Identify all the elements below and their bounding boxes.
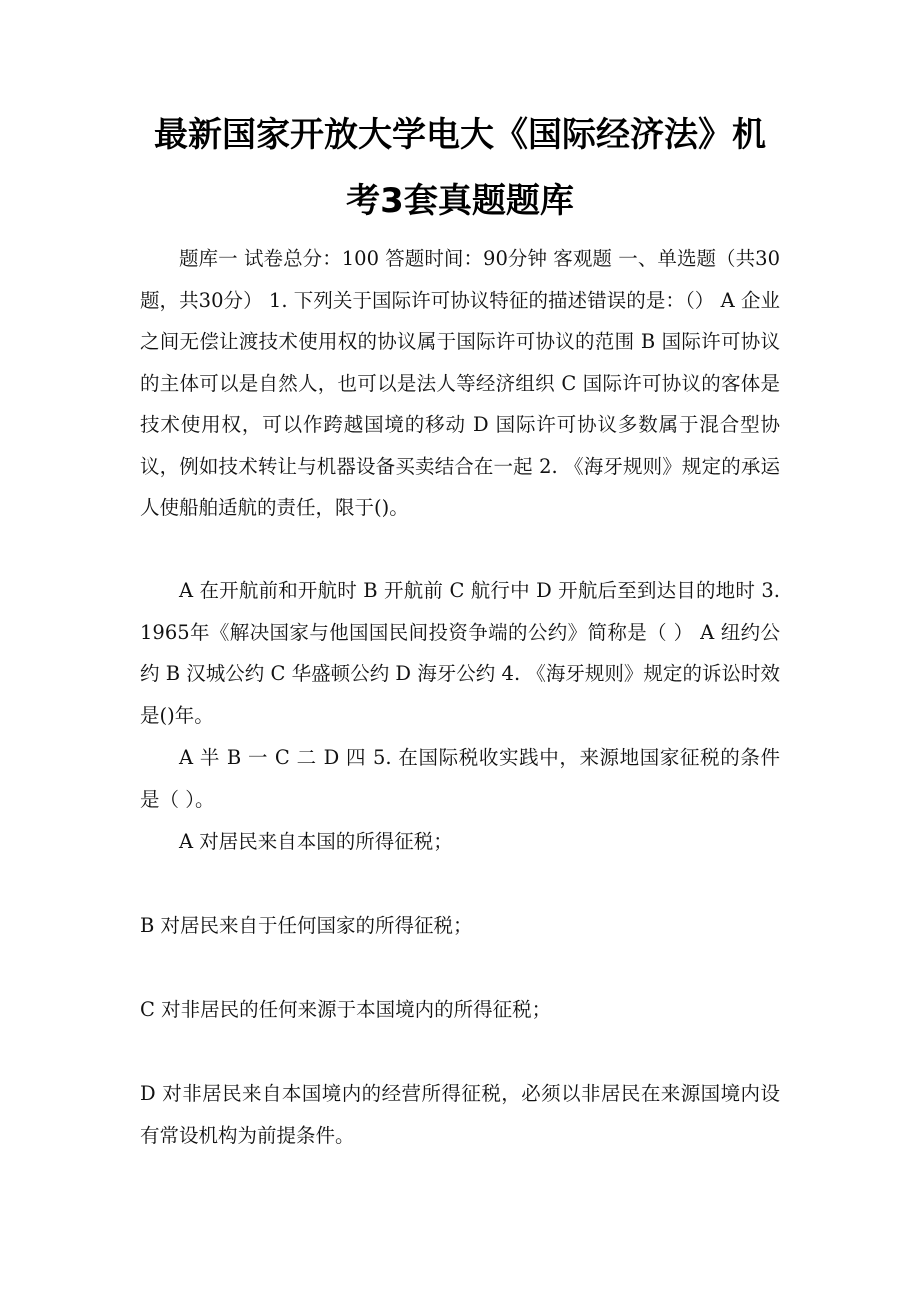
option-paragraph-c: C 对非居民的任何来源于本国境内的所得征税；: [140, 998, 552, 1021]
option-paragraph-b: B 对居民来自于任何国家的所得征税；: [140, 914, 473, 937]
option-paragraph-a: A 对居民来自本国的所得征税；: [179, 830, 453, 853]
document-title-line-1: 最新国家开放大学电大《国际经济法》机: [154, 115, 766, 155]
document-title-line-2: 考3套真题题库: [346, 181, 574, 221]
question-paragraph-1: 题库一 试卷总分：100 答题时间：90分钟 客观题 一、单选题（共30题，共30分） 1. 下列关于国际许可协议特征的描述错误的是：（） A 企业之间无偿让渡技术使用权的协议属于国际许可协议的范围 B 国际许可协议的主体可以是自然人，也可以是法人等经济组织 C 国际许可协议的客体是技术使用权，可以作跨越国境的移动 D 国际许可协议多数属于混合型协议，例如技术转让与机器设备买卖结合在一起 2. 《海牙规则》规定的承运人使船舶适航的责任，限于()。: [140, 247, 780, 519]
question-paragraph-2: A 在开航前和开航时 B 开航前 C 航行中 D 开航后至到达目的地时 3. 1965年《解决国家与他国国民间投资争端的公约》简称是（ ） A 纽约公约 B 汉城公约 C 华盛顿公约 D 海牙公约 4. 《海牙规则》规定的诉讼时效是()年。: [140, 579, 780, 727]
question-paragraph-3: A 半 B 一 C 二 D 四 5. 在国际税收实践中，来源地国家征税的条件是（ ）。: [140, 746, 780, 811]
option-paragraph-d: D 对非居民来自本国境内的经营所得征税，必须以非居民在来源国境内设有常设机构为前提条件。: [140, 1082, 780, 1147]
